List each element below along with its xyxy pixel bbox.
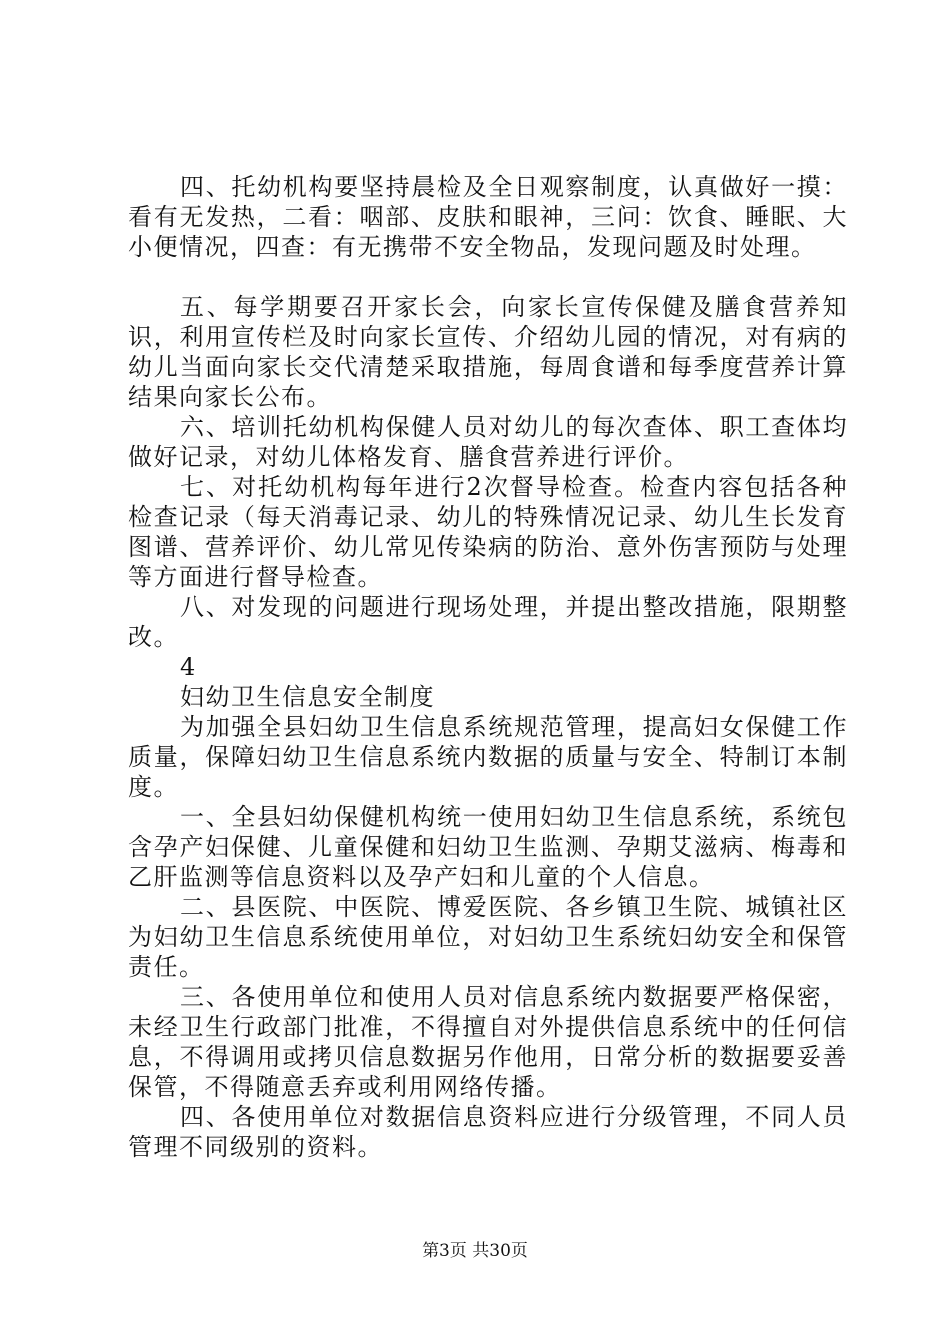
document-body bbox=[128, 172, 848, 1162]
page-footer: 第3页 共30页 bbox=[422, 1241, 528, 1261]
paragraph-staff-training: 六、培训托幼机构保健人员对幼儿的每次查体、职工查体均做好记录，对幼儿体格发育、膳食营养进行评价。 bbox=[128, 413, 848, 471]
paragraph-graded-management: 四、各使用单位对数据信息资料应进行分级管理，不同人员管理不同级别的资料。 bbox=[128, 1103, 848, 1161]
paragraph-unified-system: 一、全县妇幼保健机构统一使用妇幼卫生信息系统，系统包含孕产妇保健、儿童保健和妇幼卫生监测、孕期艾滋病、梅毒和乙肝监测等信息资料以及孕产妇和儿童的个人信息。 bbox=[128, 803, 848, 891]
paragraph-user-units: 二、县医院、中医院、博爱医院、各乡镇卫生院、城镇社区为妇幼卫生信息系统使用单位，对妇幼卫生系统妇幼安全和保管责任。 bbox=[128, 893, 848, 981]
paragraph-supervision: 七、对托幼机构每年进行2次督导检查。检查内容包括各种检查记录（每天消毒记录、幼儿的特殊情况记录、幼儿生长发育图谱、营养评价、幼儿常见传染病的防治、意外伤害预防与处理等方面进行督导检查。 bbox=[128, 473, 848, 591]
paragraph-morning-check: 四、托幼机构要坚持晨检及全日观察制度，认真做好一摸：看有无发热，二看：咽部、皮肤和眼神，三问：饮食、睡眠、大小便情况，四查：有无携带不安全物品，发现问题及时处理。 bbox=[128, 173, 848, 261]
paragraph-rectification: 八、对发现的问题进行现场处理，并提出整改措施，限期整改。 bbox=[128, 593, 848, 651]
paragraph-parent-meeting: 五、每学期要召开家长会，向家长宣传保健及膳食营养知识，利用宣传栏及时向家长宣传、介绍幼儿园的情况，对有病的幼儿当面向家长交代清楚采取措施，每周食谱和每季度营养计算结果向家长公布。 bbox=[128, 293, 848, 411]
paragraph-confidentiality: 三、各使用单位和使用人员对信息系统内数据要严格保密，未经卫生行政部门批准，不得擅自对外提供信息系统中的任何信息，不得调用或拷贝信息数据另作他用，日常分析的数据要妥善保管，不得随意丢弃或利用网络传播。 bbox=[128, 983, 848, 1101]
section-heading: 妇幼卫生信息安全制度 bbox=[180, 683, 435, 711]
paragraph-purpose: 为加强全县妇幼卫生信息系统规范管理，提高妇女保健工作质量，保障妇幼卫生信息系统内数据的质量与安全、特制订本制度。 bbox=[128, 713, 848, 801]
section-number: 4 bbox=[180, 653, 197, 681]
